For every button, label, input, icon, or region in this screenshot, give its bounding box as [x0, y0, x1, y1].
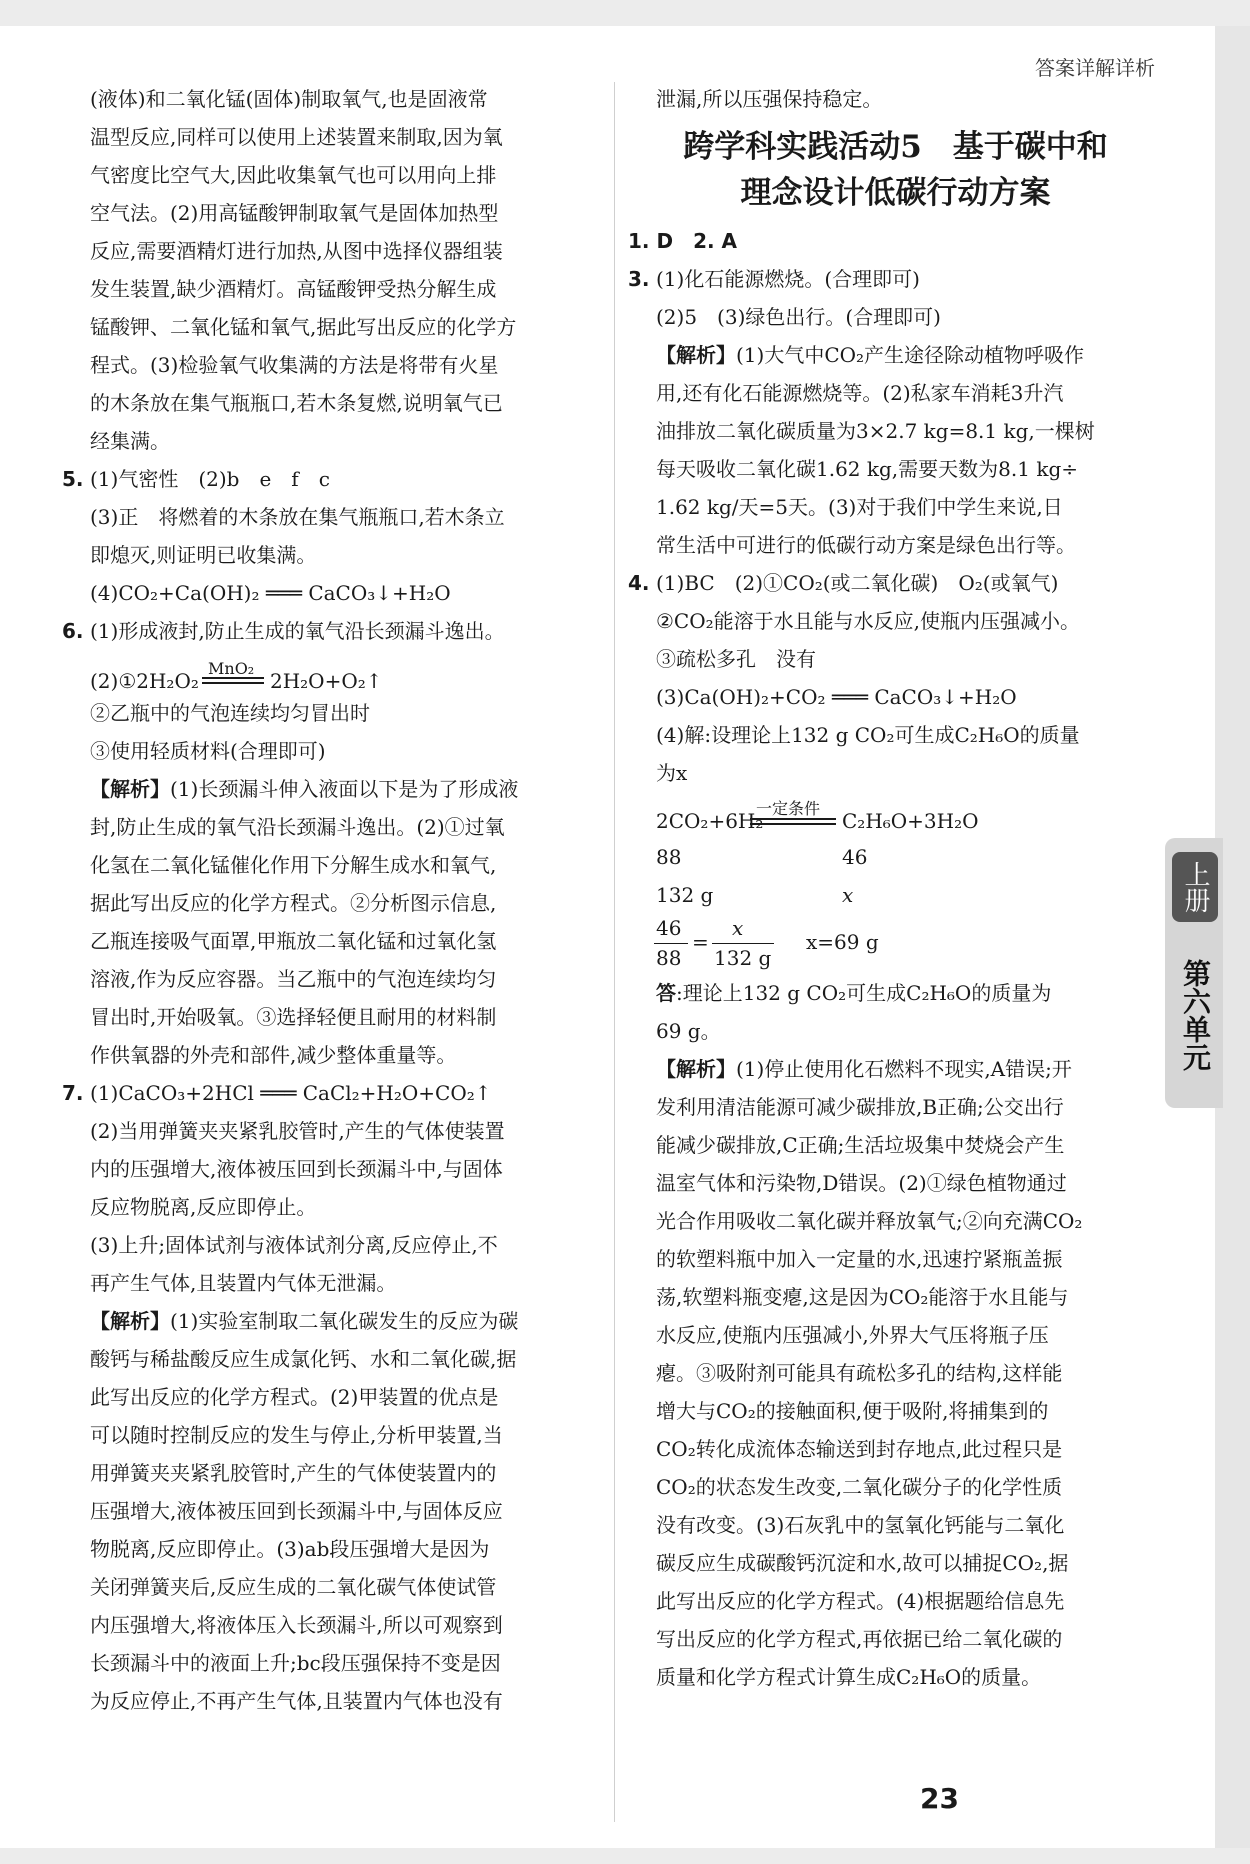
left-column [62, 80, 602, 1720]
given-mass: 132 g [656, 883, 714, 907]
equation-line: (1)CaCO₃+2HCl ═══ CaCl₂+H₂O+CO₂↑ [90, 1081, 492, 1105]
analysis-label: 【解析】 [90, 1309, 170, 1333]
text-line: 气密度比空气大,因此收集氧气也可以用向上排 [90, 163, 497, 187]
bottom-bar [0, 1848, 1250, 1864]
analysis-line: 用弹簧夹夹紧乳胶管时,产生的气体使装置内的 [90, 1461, 497, 1485]
analysis-line: 瘪。③吸附剂可能具有疏松多孔的结构,这样能 [656, 1361, 1063, 1385]
analysis-line: 冒出时,开始吸氧。③选择轻便且耐用的材料制 [90, 1005, 497, 1029]
question-number: 5. [62, 467, 84, 491]
analysis-line: 此写出反应的化学方程式。(2)甲装置的优点是 [90, 1385, 499, 1409]
answer-line: (3)正 将燃着的木条放在集气瓶瓶口,若木条立 [90, 505, 505, 529]
analysis-line: 每天吸收二氧化碳1.62 kg,需要天数为8.1 kg÷ [656, 457, 1079, 481]
equation-arrow [202, 682, 264, 684]
reaction-equation [628, 792, 1163, 838]
analysis-line: 据此写出反应的化学方程式。②分析图示信息, [90, 891, 497, 915]
section-title-line-2: 理念设计低碳行动方案 [740, 175, 1051, 211]
section-title [628, 124, 1163, 216]
analysis-line: 水反应,使瓶内压强减小,外界大气压将瓶子压 [656, 1323, 1049, 1347]
molar-mass-co2: 88 [656, 845, 682, 869]
equation-arrow [202, 677, 264, 679]
analysis-line: 用,还有化石能源燃烧等。(2)私家车消耗3升汽 [656, 381, 1064, 405]
answer-line: 再产生气体,且装置内气体无泄漏。 [90, 1271, 397, 1295]
answer-line: 内的压强增大,液体被压回到长颈漏斗中,与固体 [90, 1157, 503, 1181]
analysis-line: 关闭弹簧夹后,反应生成的二氧化碳气体使试管 [90, 1575, 497, 1599]
answer-line: (1)BC (2)①CO₂(或二氧化碳) O₂(或氧气) [656, 571, 1059, 595]
analysis-line: 温室气体和污染物,D错误。(2)①绿色植物通过 [656, 1171, 1067, 1195]
page-header: 答案详解详析 [1035, 56, 1155, 80]
page-number: 23 [920, 1782, 959, 1815]
question-6 [62, 612, 602, 1074]
analysis-line: 作供氧器的外壳和部件,减少整体重量等。 [90, 1043, 457, 1067]
answer-line: (1)气密性 (2)b e f c [90, 467, 330, 491]
answer-line: ②CO₂能溶于水且能与水反应,使瓶内压强减小。 [656, 609, 1081, 633]
answer-line: 为x [656, 761, 688, 785]
answer-line: 69 g。 [656, 1019, 721, 1043]
column-divider [614, 82, 615, 1822]
continuation-line: 泄漏,所以压强保持稳定。 [656, 87, 883, 111]
answer-line: (4)解:设理论上132 g CO₂可生成C₂H₆O的质量 [656, 723, 1080, 747]
calculation-result: x=69 g [806, 930, 879, 954]
question-3 [628, 260, 1163, 564]
analysis-line: 可以随时控制反应的发生与停止,分析甲装置,当 [90, 1423, 503, 1447]
analysis-line: 1.62 kg/天=5天。(3)对于我们中学生来说,日 [656, 495, 1063, 519]
equals-sign: = [692, 930, 709, 954]
intro-continuation [62, 80, 602, 460]
section-title-line-1: 跨学科实践活动5 基于碳中和 [683, 129, 1108, 165]
analysis-line: 写出反应的化学方程式,再依据已给二氧化碳的 [656, 1627, 1063, 1651]
analysis-label: 【解析】 [90, 777, 170, 801]
side-tab-unit: 第六单元 [1179, 959, 1212, 1071]
question-7 [62, 1074, 602, 1720]
analysis-label: 【解析】 [656, 1057, 736, 1081]
question-number: 4. [628, 571, 650, 595]
answer-line: (2)当用弹簧夹夹紧乳胶管时,产生的气体使装置 [90, 1119, 505, 1143]
equation-line: (4)CO₂+Ca(OH)₂ ═══ CaCO₃↓+H₂O [90, 581, 451, 605]
question-4 [628, 564, 1163, 1696]
molar-mass-c2h6o: 46 [842, 845, 868, 869]
question-number: 7. [62, 1081, 84, 1105]
analysis-line: (1)大气中CO₂产生途径除动植物呼吸作 [736, 343, 1085, 367]
mass-row-2 [628, 876, 1163, 914]
analysis-line: 荡,软塑料瓶变瘪,这是因为CO₂能溶于水且能与 [656, 1285, 1069, 1309]
analysis-line: (1)实验室制取二氧化碳发生的反应为碳 [170, 1309, 519, 1333]
proportion-row [628, 914, 1163, 974]
equation-condition: MnO₂ [208, 659, 255, 678]
fraction-b-numerator: x [732, 916, 744, 940]
analysis-line: 压强增大,液体被压回到长颈漏斗中,与固体反应 [90, 1499, 503, 1523]
analysis-line: CO₂的状态发生改变,二氧化碳分子的化学性质 [656, 1475, 1063, 1499]
answers-1-2: 1. D 2. A [628, 229, 738, 253]
question-5 [62, 460, 602, 612]
text-line: 经集满。 [90, 429, 170, 453]
equation-condition: 一定条件 [756, 799, 821, 818]
unknown-mass: x [842, 883, 854, 907]
answer-line: 即熄灭,则证明已收集满。 [90, 543, 317, 567]
analysis-line: 为反应停止,不再产生气体,且装置内气体也没有 [90, 1689, 503, 1713]
question-number: 3. [628, 267, 650, 291]
analysis-line: 能减少碳排放,C正确;生活垃圾集中焚烧会产生 [656, 1133, 1065, 1157]
analysis-line: (1)停止使用化石燃料不现实,A错误;开 [736, 1057, 1072, 1081]
text-line: 反应,需要酒精灯进行加热,从图中选择仪器组装 [90, 239, 503, 263]
analysis-line: 此写出反应的化学方程式。(4)根据题给信息先 [656, 1589, 1065, 1613]
answer-line: ③使用轻质材料(合理即可) [90, 739, 326, 763]
answer-line: ③疏松多孔 没有 [656, 647, 816, 671]
equation-right: 2H₂O+O₂↑ [270, 669, 383, 693]
analysis-line: 发利用清洁能源可减少碳排放,B正确;公交出行 [656, 1095, 1064, 1119]
analysis-line: 碳反应生成碳酸钙沉淀和水,故可以捕捉CO₂,据 [656, 1551, 1069, 1575]
analysis-line: 内压强增大,将液体压入长颈漏斗,所以可观察到 [90, 1613, 503, 1637]
equation-right: C₂H₆O+3H₂O [842, 809, 979, 833]
analysis-line: 酸钙与稀盐酸反应生成氯化钙、水和二氧化碳,据 [90, 1347, 517, 1371]
analysis-line: 的软塑料瓶中加入一定量的水,迅速拧紧瓶盖振 [656, 1247, 1063, 1271]
analysis-line: 油排放二氧化碳质量为3×2.7 kg=8.1 kg,一棵树 [656, 419, 1095, 443]
analysis-line: CO₂转化成流体态输送到封存地点,此过程只是 [656, 1437, 1063, 1461]
text-line: (液体)和二氧化锰(固体)制取氧气,也是固液常 [90, 87, 488, 111]
answer-line: :理论上132 g CO₂可生成C₂H₆O的质量为 [676, 981, 1052, 1005]
analysis-label: 【解析】 [656, 343, 736, 367]
analysis-line: 长颈漏斗中的液面上升;bc段压强保持不变是因 [90, 1651, 501, 1675]
answer-line: ②乙瓶中的气泡连续均匀冒出时 [90, 701, 370, 725]
text-line: 发生装置,缺少酒精灯。高锰酸钾受热分解生成 [90, 277, 497, 301]
equation-left: (2)①2H₂O₂ [90, 669, 199, 693]
fraction-a-numerator: 46 [656, 916, 682, 940]
analysis-line: 常生活中可进行的低碳行动方案是绿色出行等。 [656, 533, 1076, 557]
analysis-line: 光合作用吸收二氧化碳并释放氧气;②向充满CO₂ [656, 1209, 1083, 1233]
analysis-line: 乙瓶连接吸气面罩,甲瓶放二氧化锰和过氧化氢 [90, 929, 497, 953]
mass-row-1 [628, 838, 1163, 876]
answer-line: (1)化石能源燃烧。(合理即可) [656, 267, 920, 291]
answer-line: (3)上升;固体试剂与液体试剂分离,反应停止,不 [90, 1233, 498, 1257]
equation-arrow [750, 823, 836, 825]
analysis-line: 化氢在二氧化锰催化作用下分解生成水和氧气, [90, 853, 497, 877]
text-line: 程式。(3)检验氧气收集满的方法是将带有火星 [90, 353, 499, 377]
text-line: 温型反应,同样可以使用上述装置来制取,因为氧 [90, 125, 503, 149]
side-tab-volume: 上册 [1172, 852, 1218, 922]
equation-left: 2CO₂+6H₂ [656, 809, 764, 833]
text-line: 的木条放在集气瓶瓶口,若木条复燃,说明氧气已 [90, 391, 503, 415]
analysis-line: 封,防止生成的氧气沿长颈漏斗逸出。(2)①过氧 [90, 815, 505, 839]
equation-line [62, 650, 602, 694]
analysis-line: 溶液,作为反应容器。当乙瓶中的气泡连续均匀 [90, 967, 497, 991]
text-line: 空气法。(2)用高锰酸钾制取氧气是固体加热型 [90, 201, 499, 225]
answer-label: 答 [656, 981, 676, 1005]
analysis-line: 增大与CO₂的接触面积,便于吸附,将捕集到的 [656, 1399, 1049, 1423]
answer-line: (2)5 (3)绿色出行。(合理即可) [656, 305, 941, 329]
analysis-line: (1)长颈漏斗伸入液面以下是为了形成液 [170, 777, 519, 801]
question-number: 6. [62, 619, 84, 643]
analysis-line: 没有改变。(3)石灰乳中的氢氧化钙能与二氧化 [656, 1513, 1065, 1537]
answer-line: 反应物脱离,反应即停止。 [90, 1195, 317, 1219]
equation-arrow [750, 818, 836, 820]
answer-line: (1)形成液封,防止生成的氧气沿长颈漏斗逸出。 [90, 619, 505, 643]
analysis-line: 物脱离,反应即停止。(3)ab段压强增大是因为 [90, 1537, 490, 1561]
right-column [628, 80, 1163, 1696]
equation-line: (3)Ca(OH)₂+CO₂ ═══ CaCO₃↓+H₂O [656, 685, 1017, 709]
analysis-line: 质量和化学方程式计算生成C₂H₆O的质量。 [656, 1665, 1042, 1689]
top-bar [0, 0, 1250, 26]
fraction-a-denominator: 88 [656, 946, 682, 970]
text-line: 锰酸钾、二氧化锰和氧气,据此写出反应的化学方 [90, 315, 517, 339]
fraction-b-denominator: 132 g [714, 946, 772, 970]
